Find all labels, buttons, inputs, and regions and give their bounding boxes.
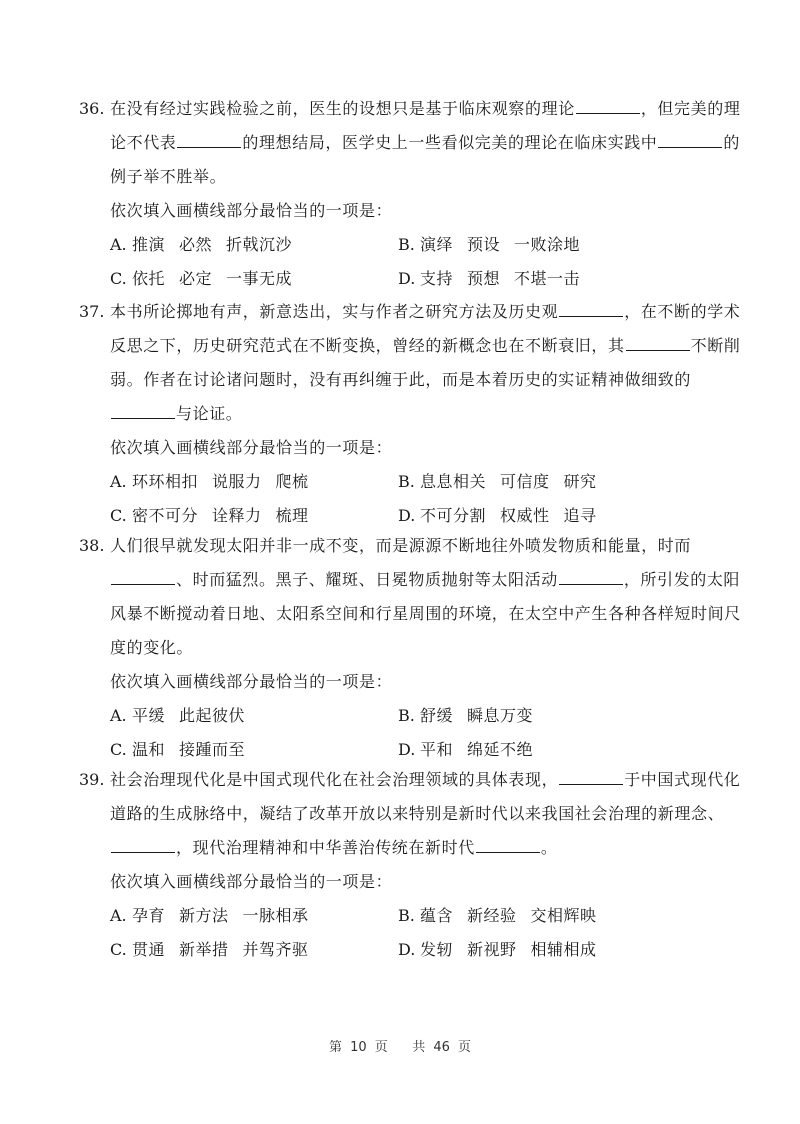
options-row — [79, 933, 724, 967]
option-a[interactable]: A. 环环相扣 说服力 爬梳 — [110, 472, 309, 491]
page-number: 第 10 页 — [328, 1040, 388, 1055]
options-row — [79, 262, 724, 296]
total-pages: 共 46 页 — [412, 1040, 472, 1055]
option-d[interactable]: D. 不可分割 权威性 追寻 — [398, 506, 597, 525]
question-line: 36. 在没有经过实践检验之前，医生的设想只是基于临床观察的理论 ，但完美的理 — [79, 92, 724, 126]
blank — [111, 838, 175, 853]
blank — [111, 570, 175, 585]
question-number: 36. — [79, 99, 105, 118]
option-d[interactable]: D. 支持 预想 不堪一击 — [398, 269, 581, 288]
question-36: 36. 在没有经过实践检验之前，医生的设想只是基于临床观察的理论 ，但完美的理 论不代表 的理想结局，医学史上一些看似完美的理论在临床实践中 的 例子举不胜举。 依次填入画横线部分最恰当的一项是： A. 推演 必然 折戟沉沙 B. 演绎 预设 一败涂地 C. 依托 必定 一事无成 D. 支持 预想 不堪一击 — [79, 92, 724, 296]
options-row — [79, 465, 724, 499]
option-b[interactable]: B. 舒缓 瞬息万变 — [398, 706, 534, 725]
question-number: 37. — [79, 302, 105, 321]
option-b[interactable]: B. 演绎 预设 一败涂地 — [398, 235, 581, 254]
blank — [559, 570, 623, 585]
option-a[interactable]: A. 平缓 此起彼伏 — [110, 706, 246, 725]
blank — [559, 770, 623, 785]
options-row — [79, 699, 724, 733]
question-prompt: 依次填入画横线部分最恰当的一项是： — [110, 872, 393, 891]
blank — [658, 133, 722, 148]
question-39: 39. 社会治理现代化是中国式现代化在社会治理领域的具体表现， 于中国式现代化 道路的生成脉络中，凝结了改革开放以来特别是新时代以来我国社会治理的新理念、 ，现代治理精神和中华善治传统在新时代 。 依次填入画横线部分最恰当的一项是： A. 孕育 新方法 一脉相承 B. 蕴含 新经验 交相辉映 C. 贯通 新举措 并驾齐驱 D. 发轫 新视野 相辅相成 — [79, 763, 724, 967]
option-b[interactable]: B. 息息相关 可信度 研究 — [398, 472, 597, 491]
options-row — [79, 899, 724, 933]
blank — [476, 838, 540, 853]
blank — [111, 404, 175, 419]
option-c[interactable]: C. 依托 必定 一事无成 — [110, 269, 293, 288]
page-footer — [0, 1036, 800, 1055]
option-b[interactable]: B. 蕴含 新经验 交相辉映 — [398, 906, 597, 925]
option-c[interactable]: C. 密不可分 诠释力 梳理 — [110, 506, 309, 525]
options-row — [79, 733, 724, 767]
option-a[interactable]: A. 推演 必然 折戟沉沙 — [110, 235, 293, 254]
question-prompt: 依次填入画横线部分最恰当的一项是： — [110, 201, 393, 220]
question-number: 39. — [79, 770, 105, 789]
options-row — [79, 228, 724, 262]
question-37: 37. 本书所论掷地有声，新意迭出，实与作者之研究方法及历史观 ，在不断的学术 反思之下，历史研究范式在不断变换，曾经的新概念也在不断衰旧，其 不断削 弱。作者在讨论诸问题时，没有再纠缠于此，而是本着历史的实证精神做细致的 与论证。 依次填入画横线部分最恰当的一项是： A. 环环相扣 说服力 爬梳 B. 息息相关 可信度 研究 C. 密不可分 诠释力 梳理 D. 不可分割 权威性 追寻 — [79, 295, 724, 533]
option-c[interactable]: C. 温和 接踵而至 — [110, 740, 246, 759]
option-c[interactable]: C. 贯通 新举措 并驾齐驱 — [110, 940, 309, 959]
question-number: 38. — [79, 536, 105, 555]
option-a[interactable]: A. 孕育 新方法 一脉相承 — [110, 906, 309, 925]
options-row — [79, 499, 724, 533]
option-d[interactable]: D. 发轫 新视野 相辅相成 — [398, 940, 597, 959]
question-38: 38. 人们很早就发现太阳并非一成不变，而是源源不断地往外喷发物质和能量，时而 、时而猛烈。黑子、耀斑、日冕物质抛射等太阳活动 ，所引发的太阳 风暴不断搅动着日地、太阳系空间和行星周围的环境，在太空中产生各种各样短时间尺 度的变化。 依次填入画横线部分最恰当的一项是： A. 平缓 此起彼伏 B. 舒缓 瞬息万变 C. 温和 接踵而至 D. 平和 绵延不绝 — [79, 529, 724, 767]
blank — [626, 336, 690, 351]
blank — [576, 99, 640, 114]
question-prompt: 依次填入画横线部分最恰当的一项是： — [110, 438, 393, 457]
option-d[interactable]: D. 平和 绵延不绝 — [398, 740, 534, 759]
blank — [177, 133, 241, 148]
question-prompt: 依次填入画横线部分最恰当的一项是： — [110, 672, 393, 691]
blank — [559, 302, 623, 317]
